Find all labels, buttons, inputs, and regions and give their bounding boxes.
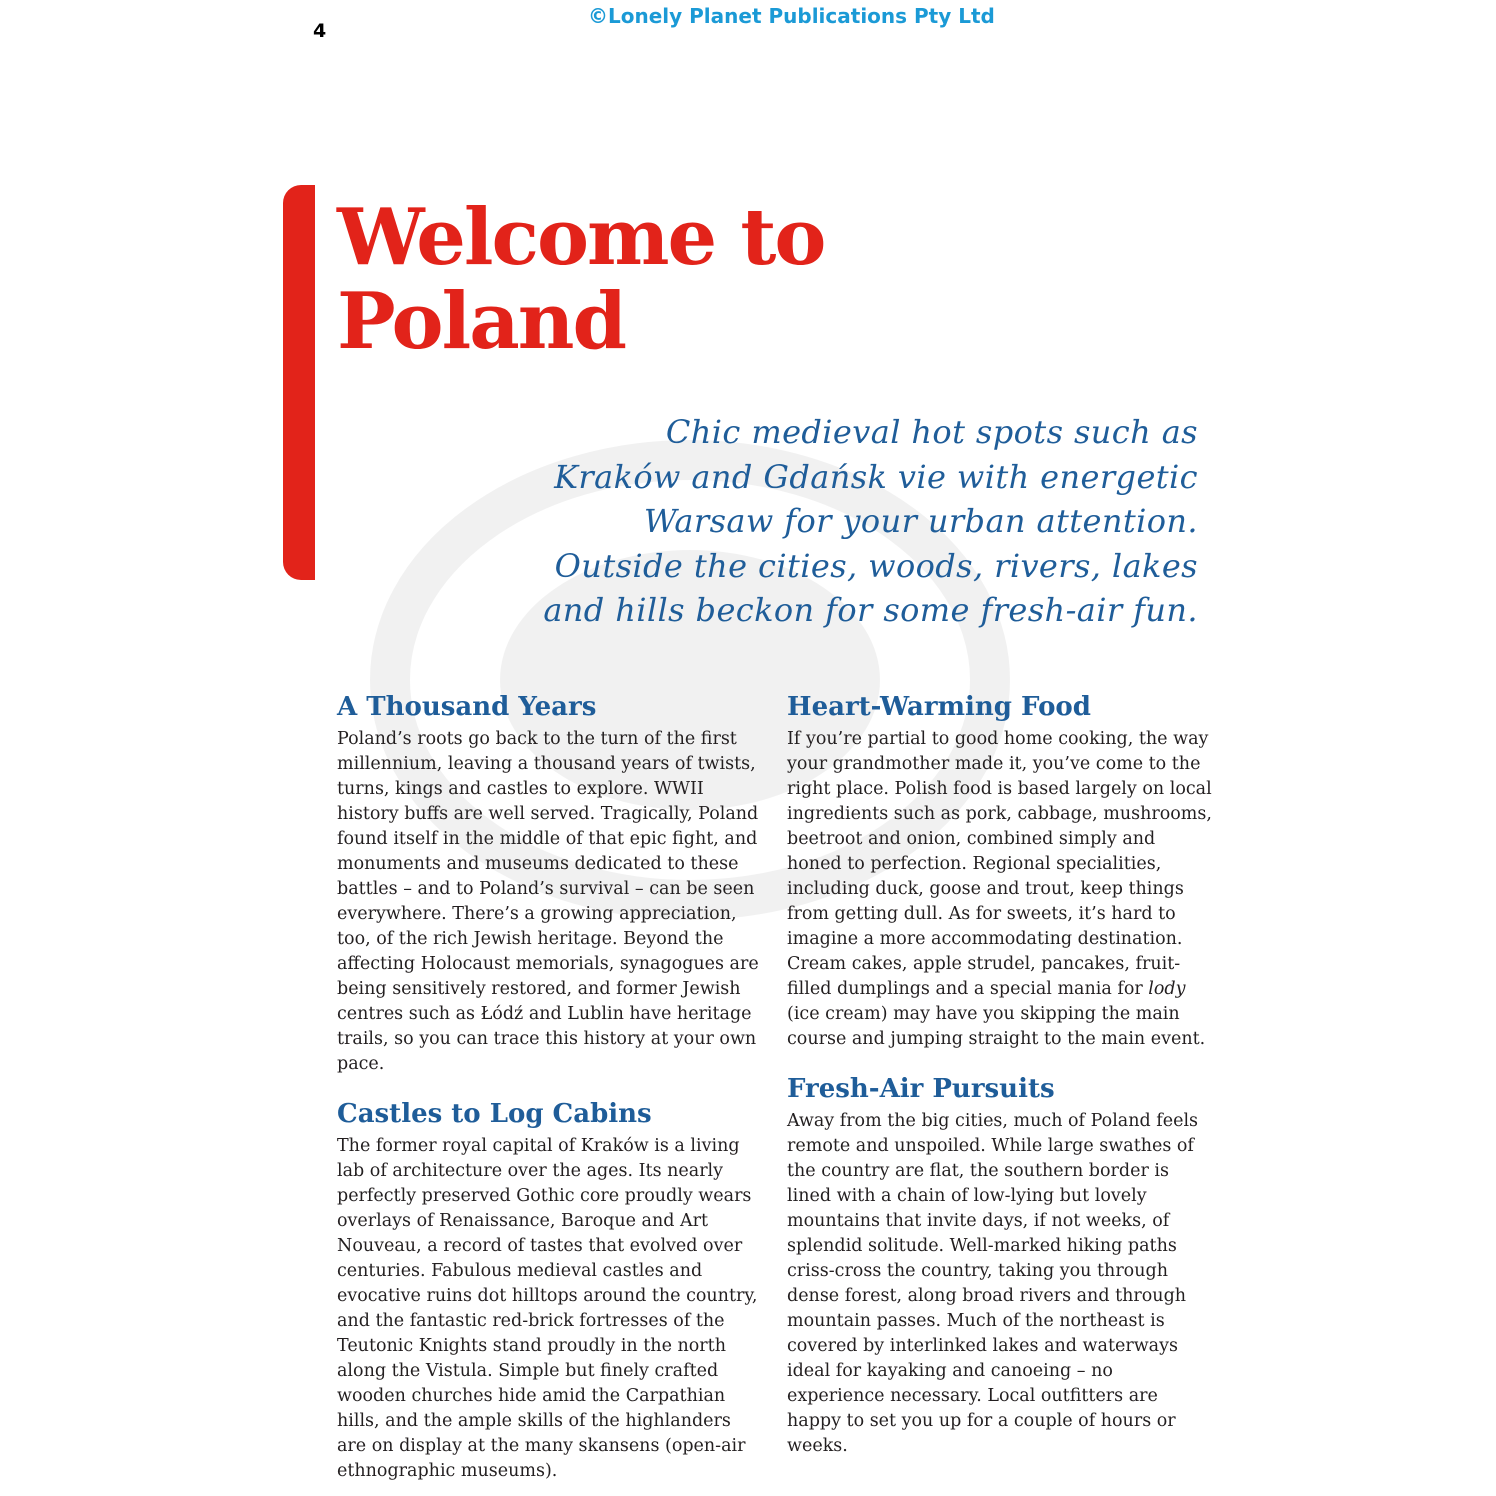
section-body: Poland’s roots go back to the turn of the first millennium, leaving a thousand years of twists, turns, kings and castles to explore. WWII history buffs are well served. Tragically, Poland found itself in the middle of that epic fight, and monuments and museums dedicated to these battles – and to Poland’s survival – can be seen everywhere. There’s a growing appreciation, too, of the rich Jewish heritage. Beyond the affecting Holocaust memorials, synagogues are being sensitively restored, and former Jewish centres such as Łódź and Lublin have heritage trails, so you can trace this history at your own pace.: [337, 729, 759, 1074]
section-castles: [337, 1097, 777, 1484]
right-column: [787, 690, 1227, 1459]
left-column: [337, 690, 777, 1484]
intro-text: Chic medieval hot spots such as Kraków and Gdańsk vie with energetic Warsaw for your urban attention. Outside the cities, woods, rivers, lakes and hills beckon for some fresh-air fun.: [543, 413, 1198, 629]
page-title: [337, 192, 977, 367]
italic-term: lody: [1148, 979, 1186, 999]
section-thousand-years: [337, 690, 777, 1077]
section-body: Away from the big cities, much of Poland feels remote and unspoiled. While large swathes of the country are flat, the southern border is lined with a chain of low-lying but lovely mountains that invite days, if not weeks, of splendid solitude. Well-marked hiking paths criss-cross the country, taking you through dense forest, along broad rivers and through mountain passes. Much of the northeast is covered by interlinked lakes and waterways ideal for kayaking and canoeing – no experience necessary. Local outfitters are happy to set you up for a couple of hours or weeks.: [787, 1111, 1199, 1456]
section-heading: Heart-Warming Food: [787, 692, 1091, 722]
section-body: The former royal capital of Kraków is a living lab of architecture over the ages. Its nearly perfectly preserved Gothic core proudly wears overlays of Renaissance, Baroque and Art Nouveau, a record of tastes that evolved over centuries. Fabulous medieval castles and evocative ruins dot hilltops around the country, and the fantastic red-brick fortresses of the Teutonic Knights stand proudly in the north along the Vistula. Simple but finely crafted wooden churches hide amid the Carpathian hills, and the ample skills of the highlanders are on display at the many skansens (open-air ethnographic museums).: [337, 1136, 758, 1481]
section-food: [787, 690, 1227, 1052]
accent-bar: [283, 185, 315, 580]
copyright-notice: ©Lonely Planet Publications Pty Ltd: [588, 4, 995, 28]
page-number: 4: [313, 20, 327, 42]
body-text: (ice cream) may have you skipping the main course and jumping straight to the main event.: [787, 1004, 1206, 1049]
section-heading: Fresh-Air Pursuits: [787, 1074, 1055, 1104]
body-text: If you’re partial to good home cooking, the way your grandmother made it, you’ve come to the right place. Polish food is based largely on local ingredients such as pork, cabbage, mushrooms, beetroot and onion, combined simply and honed to perfection. Regional specialities, including duck, goose and trout, keep things from getting dull. As for sweets, it’s hard to imagine a more accommodating destination. Cream cakes, apple strudel, pancakes, fruit-filled dumplings and a special mania for: [787, 729, 1212, 999]
page-title-line-2: Poland: [337, 276, 626, 367]
section-fresh-air: [787, 1072, 1227, 1459]
section-body: [787, 727, 1212, 1052]
page-title-line-1: Welcome to: [337, 192, 825, 283]
section-heading: A Thousand Years: [337, 692, 597, 722]
section-heading: Castles to Log Cabins: [337, 1099, 652, 1129]
